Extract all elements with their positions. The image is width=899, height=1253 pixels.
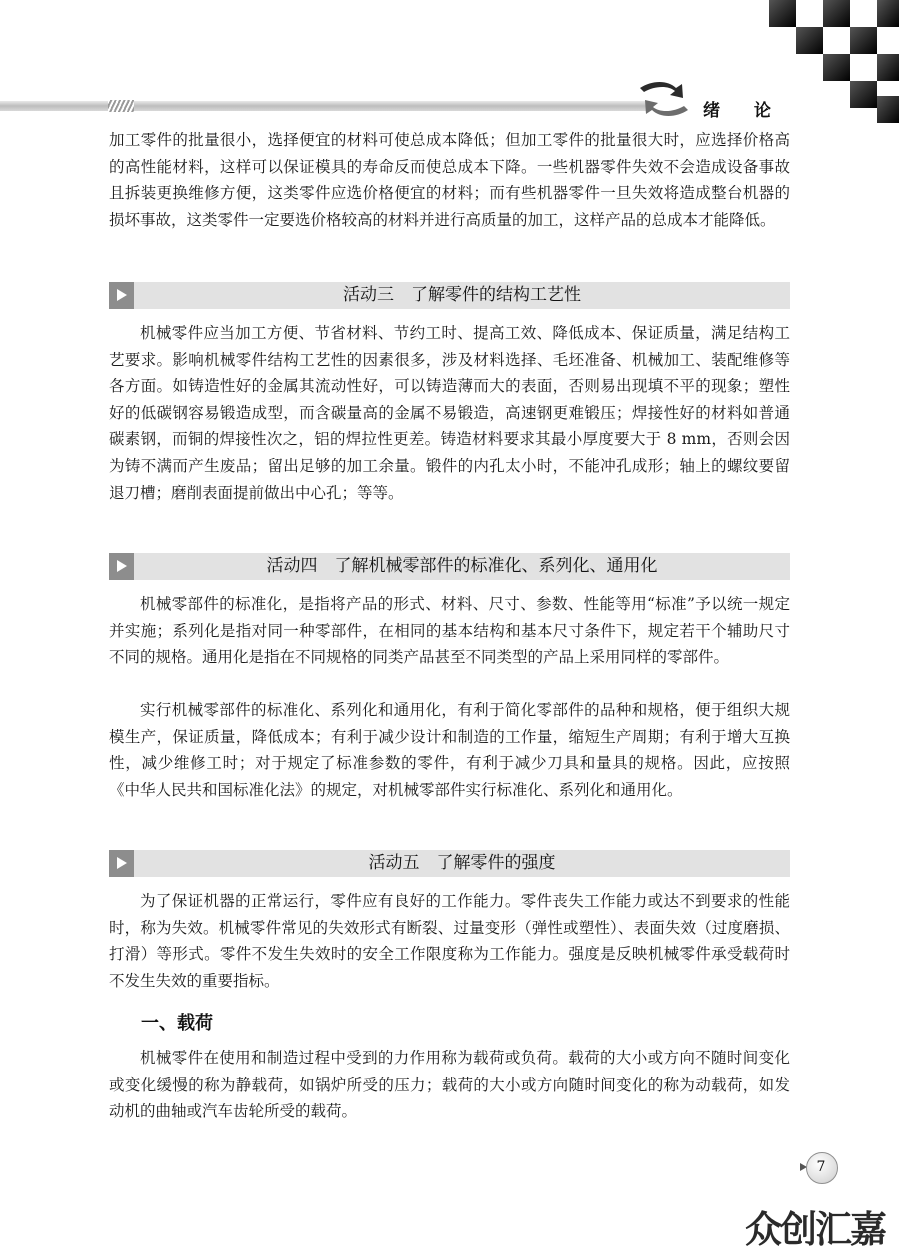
section-heading-bar xyxy=(109,850,790,877)
header-hatch-decoration xyxy=(108,100,134,112)
intro-paragraph: 加工零件的批量很小，选择便宜的材料可使总成本降低；但加工零件的批量很大时，应选择价格高的高性能材料，这样可以保证模具的寿命反而使总成本下降。一些机器零件失效不会造成设备事故且拆装更换维修方便，这类零件应选价格便宜的材料；而有些机器零件一旦失效将造成整台机器的损坏事故，这类零件一定要选价格较高的材料并进行高质量的加工，这样产品的总成本才能降低。 xyxy=(109,131,790,229)
section-title: 活动三 了解零件的结构工艺性 xyxy=(343,285,581,305)
body-paragraph: 实行机械零部件的标准化、系列化和通用化，有利于简化零部件的品种和规格，便于组织大规模生产，保证质量，降低成本；有利于减少设计和制造的工作量，缩短生产周期；有利于增大互换性，减少维修工时；对于规定了标准参数的零件，有利于减少刀具和量具的规格。因此，应按照《中华人民共和国标准化法》的规定，对机械零部件实行标准化、系列化和通用化。 xyxy=(109,701,790,799)
page-number: 7 xyxy=(816,1159,826,1175)
body-paragraph: 机械零件应当加工方便、节省材料、节约工时、提高工效、降低成本、保证质量，满足结构工艺要求。影响机械零件结构工艺性的因素很多，涉及材料选择、毛坯准备、机械加工、装配维修等各方面。如铸造性好的金属其流动性好，可以铸造薄而大的表面，否则易出现填不平的现象；塑性好的低碳钢容易锻造成型，而含碳量高的金属不易锻造，高速钢更难锻压；焊接性好的材料如普通碳素钢，而铜的焊接性次之，铝的焊拉性更差。铸造材料要求其最小厚度要大于 8 mm，否则会因为铸不满而产生废品；留出足够的加工余量。锻件的内孔太小时，不能冲孔成形；轴上的螺纹要留退刀槽；磨削表面提前做出中心孔；等等。 xyxy=(109,324,790,502)
body-paragraph: 为了保证机器的正常运行，零件应有良好的工作能力。零件丧失工作能力或达不到要求的性能时，称为失效。机械零件常见的失效形式有断裂、过量变形（弹性或塑性）、表面失效（过度磨损、打滑）等形式。零件不发生失效时的安全工作限度称为工作能力。强度是反映机械零件承受载荷时不发生失效的重要指标。 xyxy=(109,892,790,990)
watermark: 众创汇嘉 xyxy=(745,1208,885,1251)
subsection-title: 一、载荷 xyxy=(141,1013,213,1034)
play-triangle-icon xyxy=(109,850,134,877)
section-title: 活动四 了解机械零部件的标准化、系列化、通用化 xyxy=(266,556,658,576)
play-triangle-icon xyxy=(109,553,134,580)
page-number-badge xyxy=(800,1149,840,1189)
body-paragraph: 机械零件在使用和制造过程中受到的力作用称为载荷或负荷。载荷的大小或方向不随时间变化或变化缓慢的称为静载荷，如锅炉所受的压力；载荷的大小或方向随时间变化的称为动载荷，如发动机的曲轴或汽车齿轮所受的载荷。 xyxy=(109,1049,790,1121)
play-triangle-icon xyxy=(109,282,134,309)
checkerboard-decoration xyxy=(769,0,899,125)
body-paragraph: 机械零部件的标准化，是指将产品的形式、材料、尺寸、参数、性能等用“标准”予以统一规定并实施；系列化是指对同一种零部件，在相同的基本结构和基本尺寸条件下，规定若干个辅助尺寸不同的规格。通用化是指在不同规格的同类产品甚至不同类型的产品上采用同样的零部件。 xyxy=(109,595,790,667)
section-heading-bar xyxy=(109,282,790,309)
header-rule xyxy=(0,101,650,111)
double-arrow-icon xyxy=(636,78,692,120)
section-heading-bar xyxy=(109,553,790,580)
chapter-title: 绪 论 xyxy=(703,101,785,121)
section-title: 活动五 了解零件的强度 xyxy=(368,853,556,873)
